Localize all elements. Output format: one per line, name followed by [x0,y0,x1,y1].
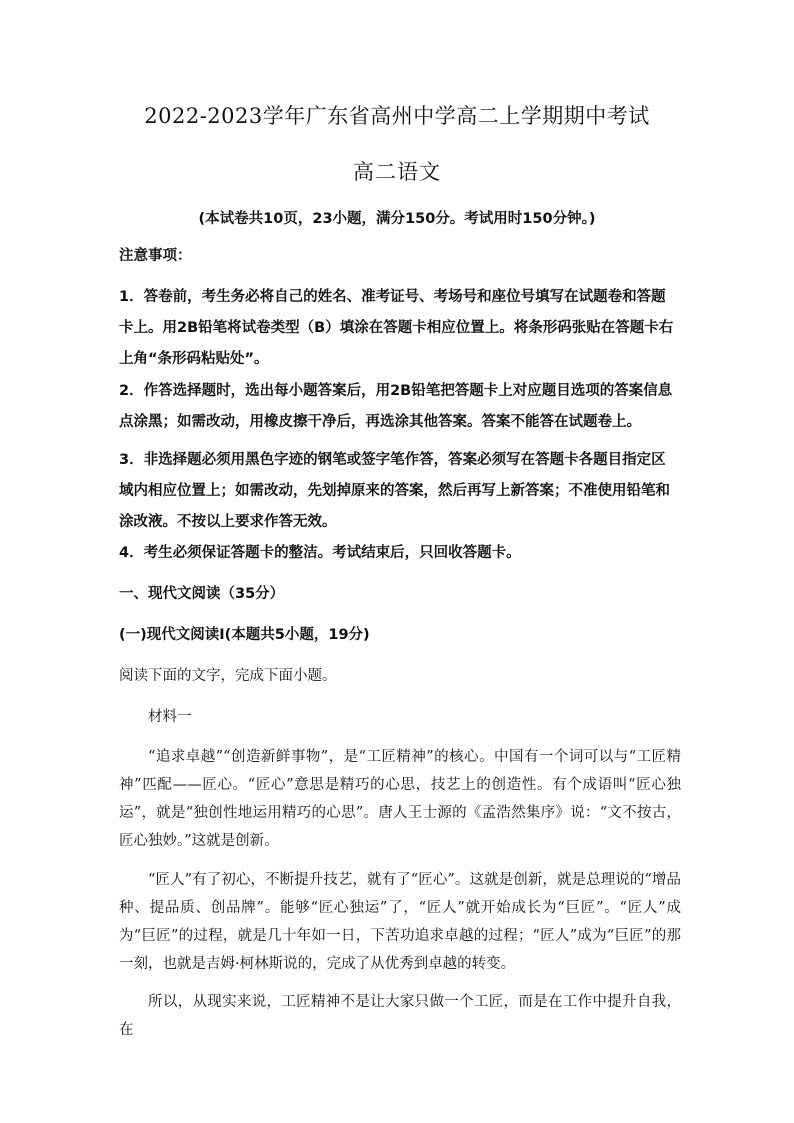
notice-item-3 [119,445,679,538]
sub-section-heading: (一)现代文阅读Ⅰ(本题共5小题，19分) [119,627,370,643]
notice-heading: 注意事项： [119,248,192,264]
notice-item-text: 1．答卷前，考生务必将自己的姓名、准考证号、考场号和座位号填写在试题卷和答题卡上。用2B铅笔将试卷类型（B）填涂在答题卡相应位置上。将条形码张贴在答题卡右上角“条形码粘贴处”。 [119,289,674,367]
material-label: 材料一 [148,709,192,725]
notice-item-4 [119,538,679,569]
notice-item-2 [119,376,679,438]
exam-info: (本试卷共10页，23小题，满分150分。考试用时150分钟。) [198,211,596,227]
reading-instruction: 阅读下面的文字，完成下面小题。 [119,668,337,684]
exam-title: 2022-2023学年广东省高州中学高二上学期期中考试 [144,104,650,128]
notice-item-text: 2．作答选择题时，选出每小题答案后，用2B铅笔把答题卡上对应题目选项的答案信息点涂黑；如需改动，用橡皮擦干净后，再选涂其他答案。答案不能答在试题卷上。 [119,383,673,430]
subject-title: 高二语文 [353,160,441,184]
section-heading: 一、现代文阅读（35分） [119,586,285,602]
paragraph-1: “追求卓越”“创造新鲜事物”，是“工匠精神”的核心。中国有一个词可以与“工匠精神”匹配——匠心。“匠心”意思是精巧的心思，技艺上的创造性。有个成语叫“匠心独运”，就是“独创性地运用精巧的心思”。唐人王士源的《孟浩然集序》说：“文不按古，匠心独妙。”这就是创新。 [119,749,681,849]
notice-item-1 [119,282,679,375]
paragraph-2: “匠人”有了初心，不断提升技艺，就有了“匠心”。这就是创新，就是总理说的“增品种、提品质、创品牌”。能够“匠心独运”了，“匠人”就开始成长为“巨匠”。“匠人”成为“巨匠”的过程，就是几十年如一日，下苦功追求卓越的过程；“匠人”成为“巨匠”的那一刻，也就是吉姆·柯林斯说的，完成了从优秀到卓越的转变。 [119,872,681,972]
paragraph-3: 所以，从现实来说，工匠精神不是让大家只做一个工匠，而是在工作中提升自我，在 [119,994,681,1038]
notice-item-text: 4．考生必须保证答题卡的整洁。考试结束后，只回收答题卡。 [119,545,521,561]
notice-item-text: 3．非选择题必须用黑色字迹的钢笔或签字笔作答，答案必须写在答题卡各题目指定区域内相应位置上；如需改动，先划掉原来的答案，然后再写上新答案；不准使用铅笔和涂改液。不按以上要求作答无效。 [119,452,670,530]
